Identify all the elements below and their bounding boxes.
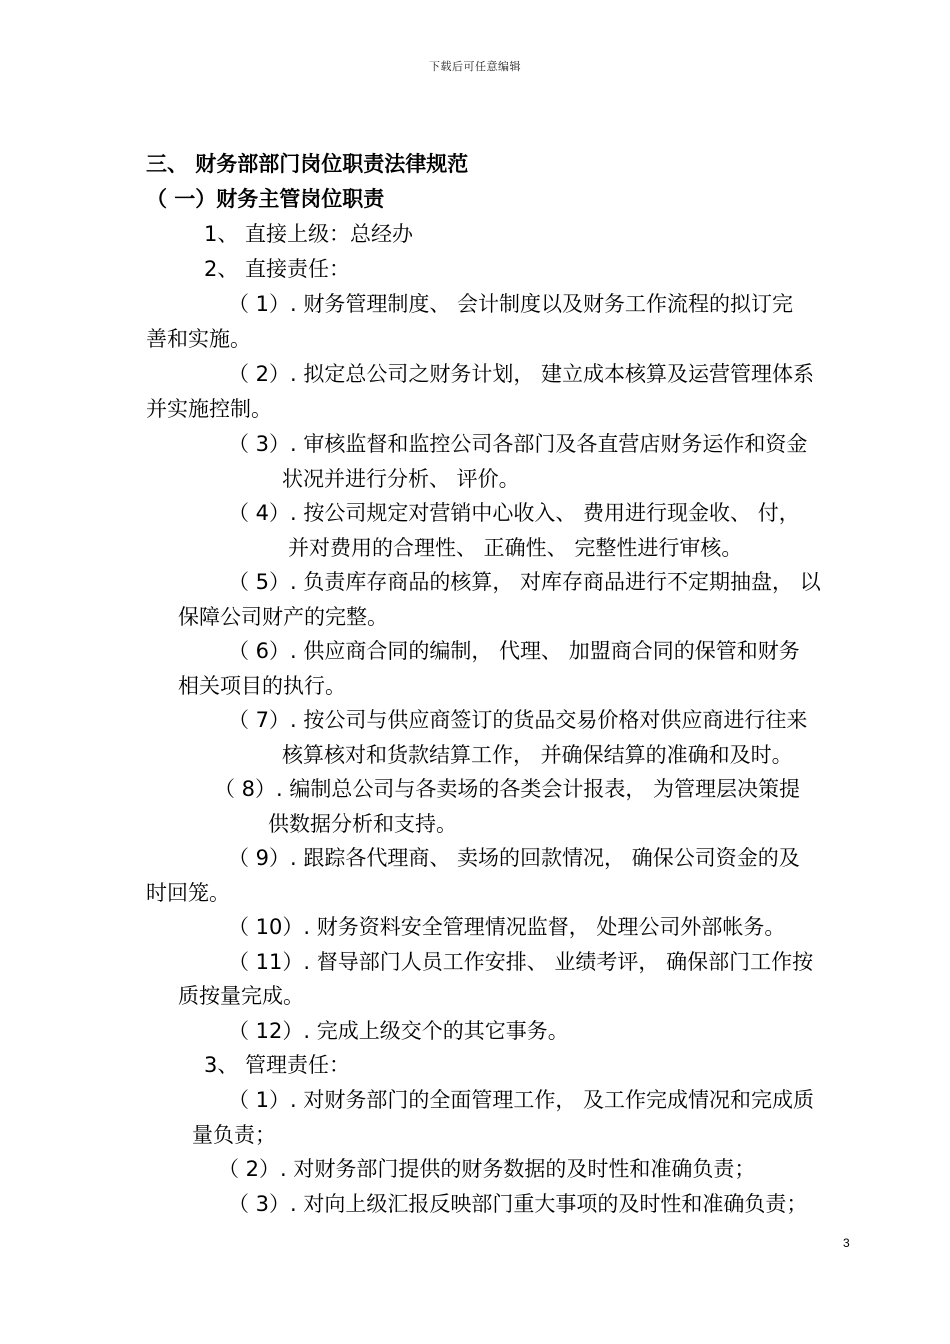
mgmt-2-line: （ 2）. 对财务部门提供的财务数据的及时性和准确负责； (218, 1157, 756, 1181)
duty-8-line-2: 供数据分析和支持。 (268, 812, 457, 836)
duty-10-line: （ 10）. 财务资料安全管理情况监督， 处理公司外部帐务。 (228, 915, 786, 939)
duty-7-line-1: （ 7）. 按公司与供应商签订的货品交易价格对供应商进行往来 (228, 708, 808, 732)
duty-1-line-1: （ 1）. 财务管理制度、 会计制度以及财务工作流程的拟订完 (228, 292, 794, 316)
duty-7-line-2: 核算核对和货款结算工作， 并确保结算的准确和及时。 (282, 743, 793, 767)
mgmt-3-line: （ 3）. 对向上级汇报反映部门重大事项的及时性和准确负责； (228, 1192, 808, 1216)
section-title: 三、 财务部部门岗位职责法律规范 (146, 152, 469, 176)
duty-9-line-2: 时回笼。 (146, 881, 230, 905)
duty-6-line-2: 相关项目的执行。 (178, 674, 346, 698)
mgmt-1-line-2: 量负责； (192, 1123, 276, 1147)
duty-6-line-1: （ 6）. 供应商合同的编制， 代理、 加盟商合同的保管和财务 (228, 639, 800, 663)
duty-1-line-2: 善和实施。 (146, 327, 251, 351)
item-direct-superior: 1、 直接上级：总经办 (204, 222, 414, 246)
duty-5-line-1: （ 5）. 负责库存商品的核算， 对库存商品进行不定期抽盘， 以 (228, 570, 821, 594)
duty-11-line-1: （ 11）. 督导部门人员工作安排、 业绩考评， 确保部门工作按 (228, 950, 814, 974)
duty-8-line-1: （ 8）. 编制总公司与各卖场的各类会计报表， 为管理层决策提 (214, 777, 801, 801)
duty-2-line-2: 并实施控制。 (146, 397, 272, 421)
subsection-title: （ 一）财务主管岗位职责 (146, 187, 385, 211)
item-management-responsibility: 3、 管理责任： (204, 1053, 351, 1077)
mgmt-1-line-1: （ 1）. 对财务部门的全面管理工作， 及工作完成情况和完成质 (228, 1088, 815, 1112)
page-header: 下载后可任意编辑 (429, 60, 521, 73)
duty-5-line-2: 保障公司财产的完整。 (178, 605, 388, 629)
duty-3-line-2: 状况并进行分析、 评价。 (282, 467, 520, 491)
duty-12-line: （ 12）. 完成上级交个的其它事务。 (228, 1019, 569, 1043)
duty-11-line-2: 质按量完成。 (178, 984, 304, 1008)
duty-3-line-1: （ 3）. 审核监督和监控公司各部门及各直营店财务运作和资金 (228, 432, 808, 456)
duty-4-line-1: （ 4）. 按公司规定对营销中心收入、 费用进行现金收、 付， (228, 501, 800, 525)
duty-4-line-2: 并对费用的合理性、 正确性、 完整性进行审核。 (288, 536, 743, 560)
duty-9-line-1: （ 9）. 跟踪各代理商、 卖场的回款情况， 确保公司资金的及 (228, 846, 800, 870)
item-direct-responsibility: 2、 直接责任： (204, 257, 351, 281)
duty-2-line-1: （ 2）. 拟定总公司之财务计划， 建立成本核算及运营管理体系 (228, 362, 815, 386)
page-number: 3 (843, 1236, 850, 1250)
